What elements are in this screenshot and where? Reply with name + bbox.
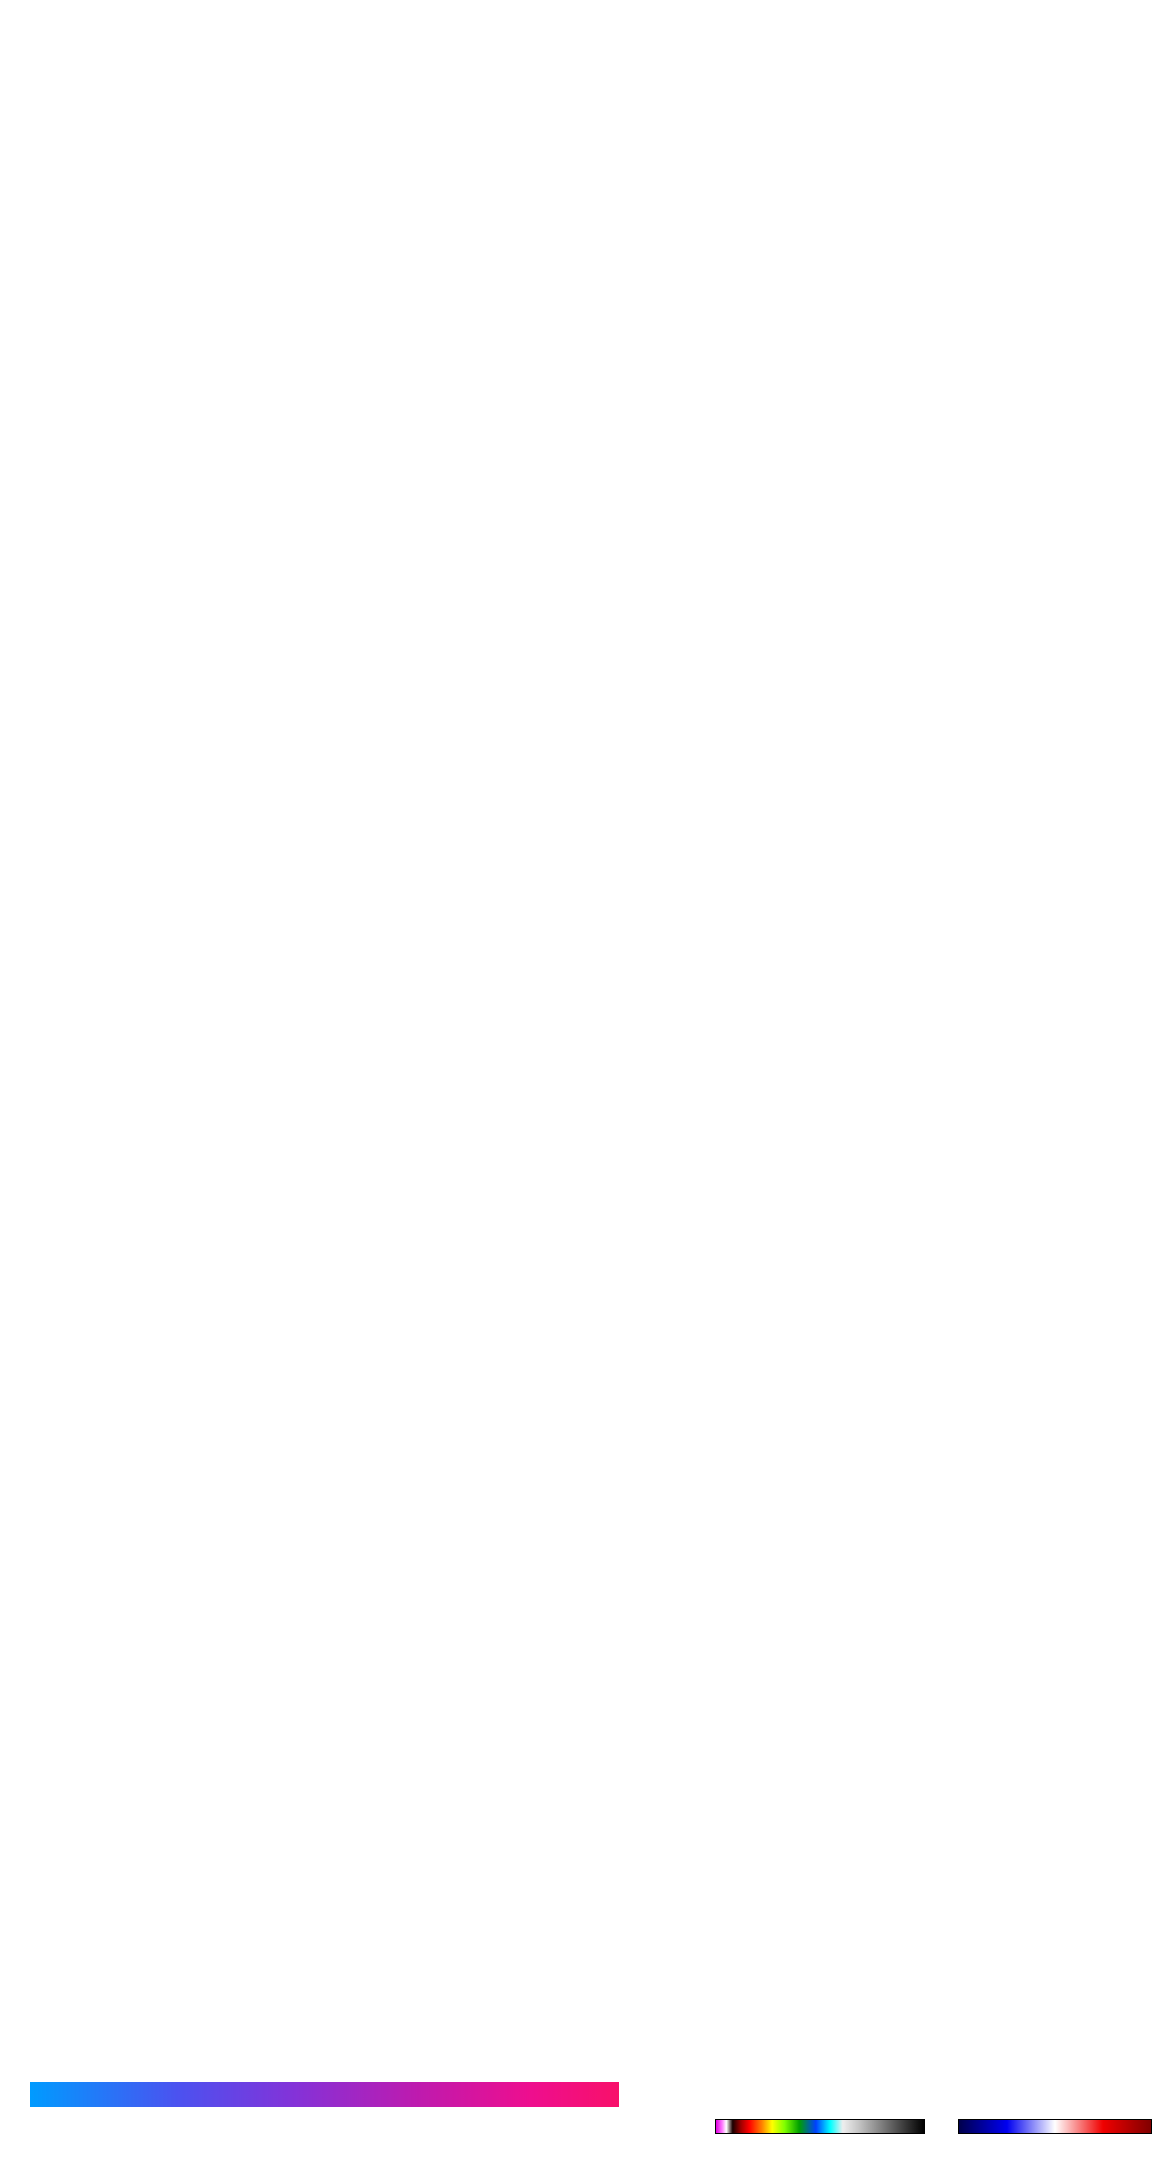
feature-value-colorbar	[30, 2082, 619, 2107]
bt-colorbar	[715, 2119, 925, 2134]
footnote-shap-value	[36, 2126, 596, 2146]
shap-values-colorbar	[958, 2119, 1152, 2134]
